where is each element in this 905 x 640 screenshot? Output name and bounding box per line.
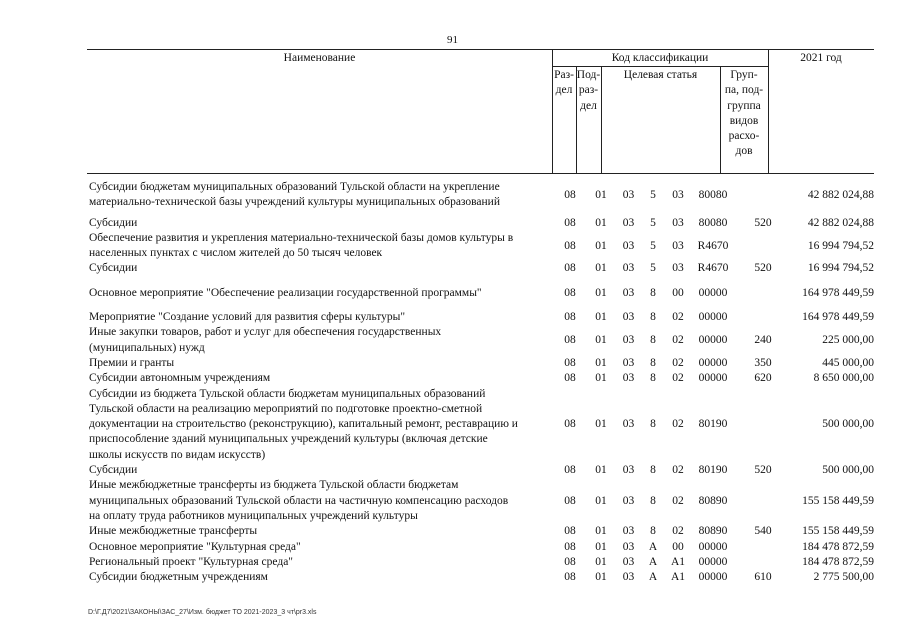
row-name-line: документации на строительство (реконструкцию), капитальный ремонт, реставрацию и (89, 418, 518, 431)
row-name-line: Мероприятие "Создание условий для развития сферы культуры" (89, 311, 406, 324)
code-podrazdel: 01 (595, 555, 607, 568)
code-podrazdel: 01 (595, 239, 607, 252)
amount: 155 158 449,59 (802, 494, 874, 507)
code-target-4: R4670 (697, 262, 729, 275)
code-razdel: 08 (564, 540, 576, 553)
header-razdel: Раз- дел (554, 69, 574, 97)
code-vid: 350 (754, 356, 772, 369)
code-target-4: 00000 (698, 540, 728, 553)
amount: 184 478 872,59 (802, 540, 874, 553)
row-name-line: Премии и гранты (89, 356, 175, 369)
amount: 225 000,00 (822, 334, 874, 347)
code-target-2: А (648, 571, 658, 584)
code-target-4: 00000 (698, 334, 728, 347)
table-row (87, 555, 874, 570)
code-razdel: 08 (564, 286, 576, 299)
row-name (87, 261, 554, 276)
code-target-4: 80190 (698, 418, 728, 431)
table-row (87, 478, 874, 524)
code-target-3: А1 (670, 571, 686, 584)
row-name (87, 231, 554, 262)
row-name (87, 555, 554, 570)
code-target-4: 80190 (698, 464, 728, 477)
code-target-3: 02 (672, 334, 684, 347)
code-target-1: 03 (622, 356, 635, 369)
table-row (87, 325, 874, 356)
header-name: Наименование (283, 52, 356, 64)
row-name-line: школы искусств по видам искусств) (89, 448, 266, 461)
code-podrazdel: 01 (595, 464, 607, 477)
row-name-line: Основное мероприятие "Культурная среда" (89, 540, 301, 553)
row-name (87, 325, 554, 356)
code-vid: 520 (754, 216, 772, 229)
table-row (87, 261, 874, 276)
code-target-3: 02 (672, 494, 684, 507)
code-razdel: 08 (564, 262, 576, 275)
code-target-3: 03 (672, 216, 684, 229)
code-target-2: 5 (650, 188, 656, 201)
code-podrazdel: 01 (595, 286, 607, 299)
code-target-1: 03 (622, 216, 635, 229)
code-podrazdel: 01 (595, 311, 607, 324)
code-target-2: 8 (650, 334, 656, 347)
amount: 500 000,00 (822, 418, 874, 431)
code-target-3: 00 (672, 286, 684, 299)
row-name-line: Субсидии автономным учреждениям (89, 372, 271, 385)
code-target-4: 00000 (698, 356, 728, 369)
code-target-4: 00000 (698, 311, 728, 324)
code-target-2: 5 (650, 262, 656, 275)
code-podrazdel: 01 (595, 494, 607, 507)
row-name-line: Субсидии из бюджета Тульской области бюджетам муниципальных образований (89, 387, 486, 400)
code-target-1: 03 (622, 311, 635, 324)
amount: 8 650 000,00 (813, 372, 874, 385)
row-name-line: Иные межбюджетные трансферты (89, 525, 258, 538)
code-target-4: 00000 (698, 555, 728, 568)
code-target-3: 02 (672, 311, 684, 324)
code-target-1: 03 (622, 262, 635, 275)
code-target-3: 00 (672, 540, 684, 553)
code-vid: 620 (754, 372, 772, 385)
amount: 16 994 794,52 (807, 239, 874, 252)
divider (768, 50, 769, 173)
row-name-line: Субсидии бюджетам муниципальных образований Тульской области на укрепление (89, 181, 500, 193)
code-podrazdel: 01 (595, 525, 607, 538)
row-name-line: муниципальных образований Тульской области на частичную компенсацию расходов (89, 494, 509, 507)
row-name (87, 356, 554, 371)
row-name (87, 524, 554, 539)
amount: 16 994 794,52 (807, 262, 874, 275)
code-podrazdel: 01 (595, 188, 607, 201)
code-podrazdel: 01 (595, 372, 607, 385)
code-target-2: 5 (650, 239, 656, 252)
row-name-line: Субсидии (89, 464, 138, 477)
table-row (87, 286, 874, 301)
code-target-2: А (648, 555, 658, 568)
code-razdel: 08 (564, 525, 576, 538)
table-row (87, 231, 874, 262)
code-target-2: 8 (650, 311, 656, 324)
code-podrazdel: 01 (595, 571, 607, 584)
table-row (87, 463, 874, 478)
amount: 42 882 024,88 (807, 216, 874, 229)
row-name-line: населенных пунктах с числом жителей до 50 тысяч человек (89, 247, 383, 260)
amount: 155 158 449,59 (802, 525, 874, 538)
amount: 500 000,00 (822, 464, 874, 477)
code-target-4: R4670 (697, 239, 729, 252)
code-razdel: 08 (564, 418, 576, 431)
amount: 42 882 024,88 (807, 188, 874, 201)
code-target-1: 03 (622, 334, 635, 347)
code-target-1: 03 (622, 286, 635, 299)
code-target-2: А (648, 540, 658, 553)
code-target-4: 00000 (698, 571, 728, 584)
row-name (87, 570, 554, 585)
table-row (87, 216, 874, 231)
code-razdel: 08 (564, 311, 576, 324)
row-name (87, 180, 554, 211)
code-target-2: 8 (650, 494, 656, 507)
code-target-2: 8 (650, 372, 656, 385)
code-razdel: 08 (564, 571, 576, 584)
page-number: 91 (447, 34, 458, 46)
code-vid: 540 (754, 525, 772, 538)
code-target-1: 03 (622, 571, 635, 584)
amount: 445 000,00 (822, 356, 874, 369)
table-body (87, 180, 874, 585)
code-vid: 610 (754, 571, 772, 584)
code-target-2: 8 (650, 356, 656, 369)
code-target-3: 02 (672, 356, 684, 369)
row-name (87, 371, 554, 386)
code-vid: 520 (754, 262, 772, 275)
table-row (87, 310, 874, 325)
code-razdel: 08 (564, 188, 576, 201)
row-name-line: (муниципальных) нужд (89, 341, 205, 354)
code-target-3: А1 (670, 555, 686, 568)
code-razdel: 08 (564, 555, 576, 568)
code-target-2: 8 (650, 464, 656, 477)
code-podrazdel: 01 (595, 216, 607, 229)
row-name-line: материально-технической базы учреждений культуры муниципальных образований (89, 196, 500, 209)
code-razdel: 08 (564, 356, 576, 369)
row-name (87, 216, 554, 231)
table-row (87, 387, 874, 463)
code-target-1: 03 (622, 188, 635, 201)
table-row (87, 540, 874, 555)
row-name-line: Субсидии (89, 262, 138, 275)
row-name (87, 387, 554, 463)
code-target-3: 02 (672, 372, 684, 385)
code-podrazdel: 01 (595, 356, 607, 369)
code-target-2: 8 (650, 525, 656, 538)
code-razdel: 08 (564, 464, 576, 477)
table-row (87, 180, 874, 211)
header-code-group: Код классификации (611, 52, 709, 64)
header-target: Целевая статья (623, 69, 698, 81)
row-name (87, 310, 554, 325)
row-name (87, 540, 554, 555)
code-razdel: 08 (564, 334, 576, 347)
table-row (87, 570, 874, 585)
code-target-3: 02 (672, 418, 684, 431)
code-razdel: 08 (564, 372, 576, 385)
file-path-footer: D:\Г.Д7\2021\ЗАКОНЫ\ЗАС_27\Изм. бюджет ТО 2021-2023_3 чт\pr3.xls (88, 609, 317, 616)
code-target-3: 02 (672, 464, 684, 477)
row-name-line: Региональный проект "Культурная среда" (89, 555, 294, 568)
row-name (87, 478, 554, 524)
code-target-1: 03 (622, 525, 635, 538)
code-razdel: 08 (564, 494, 576, 507)
code-target-3: 03 (672, 262, 684, 275)
code-vid: 520 (754, 464, 772, 477)
code-target-4: 80080 (698, 216, 728, 229)
header-year: 2021 год (800, 52, 842, 64)
amount: 184 478 872,59 (802, 555, 874, 568)
code-podrazdel: 01 (595, 334, 607, 347)
row-name-line: на оплату труда работников муниципальных учреждений культуры (89, 509, 418, 522)
code-target-1: 03 (622, 494, 635, 507)
table-row (87, 356, 874, 371)
code-target-4: 80890 (698, 494, 728, 507)
table-row (87, 524, 874, 539)
code-target-3: 03 (672, 188, 684, 201)
code-target-4: 80890 (698, 525, 728, 538)
row-name (87, 286, 554, 301)
row-name-line: Основное мероприятие "Обеспечение реализации государственной программы" (89, 286, 482, 299)
code-target-3: 02 (672, 525, 684, 538)
code-podrazdel: 01 (595, 540, 607, 553)
code-target-2: 8 (650, 418, 656, 431)
code-vid: 240 (754, 334, 772, 347)
code-target-1: 03 (622, 540, 635, 553)
code-target-4: 00000 (698, 286, 728, 299)
header-podrazdel: Под- раз- дел (576, 69, 601, 112)
amount: 164 978 449,59 (802, 286, 874, 299)
code-target-4: 80080 (698, 188, 728, 201)
row-name (87, 463, 554, 478)
row-name-line: Обеспечение развития и укрепления материально-технической базы домов культуры в (89, 231, 514, 244)
row-name-line: Тульской области на реализацию мероприятий по подготовке проектно-сметной (89, 402, 483, 415)
code-razdel: 08 (564, 216, 576, 229)
row-name-line: Иные межбюджетные трансферты из бюджета Тульской области бюджетам (89, 479, 459, 492)
code-target-1: 03 (622, 464, 635, 477)
code-podrazdel: 01 (595, 262, 607, 275)
row-name-line: приспособление зданий муниципальных учреждений культуры (включая детские (89, 433, 488, 446)
table-row (87, 371, 874, 386)
code-podrazdel: 01 (595, 418, 607, 431)
code-target-2: 8 (650, 286, 656, 299)
code-target-1: 03 (622, 239, 635, 252)
code-target-1: 03 (622, 555, 635, 568)
amount: 2 775 500,00 (813, 571, 874, 584)
code-target-4: 00000 (698, 372, 728, 385)
header-vid: Груп- па, под- группа видов расхо- дов (724, 69, 764, 158)
row-name-line: Субсидии (89, 216, 138, 229)
code-target-1: 03 (622, 418, 635, 431)
code-target-1: 03 (622, 372, 635, 385)
table-header (87, 49, 874, 174)
row-name-line: Иные закупки товаров, работ и услуг для обеспечения государственных (89, 326, 442, 339)
code-target-2: 5 (650, 216, 656, 229)
code-razdel: 08 (564, 239, 576, 252)
row-name-line: Субсидии бюджетным учреждениям (89, 571, 268, 584)
code-target-3: 03 (672, 239, 684, 252)
amount: 164 978 449,59 (802, 311, 874, 324)
